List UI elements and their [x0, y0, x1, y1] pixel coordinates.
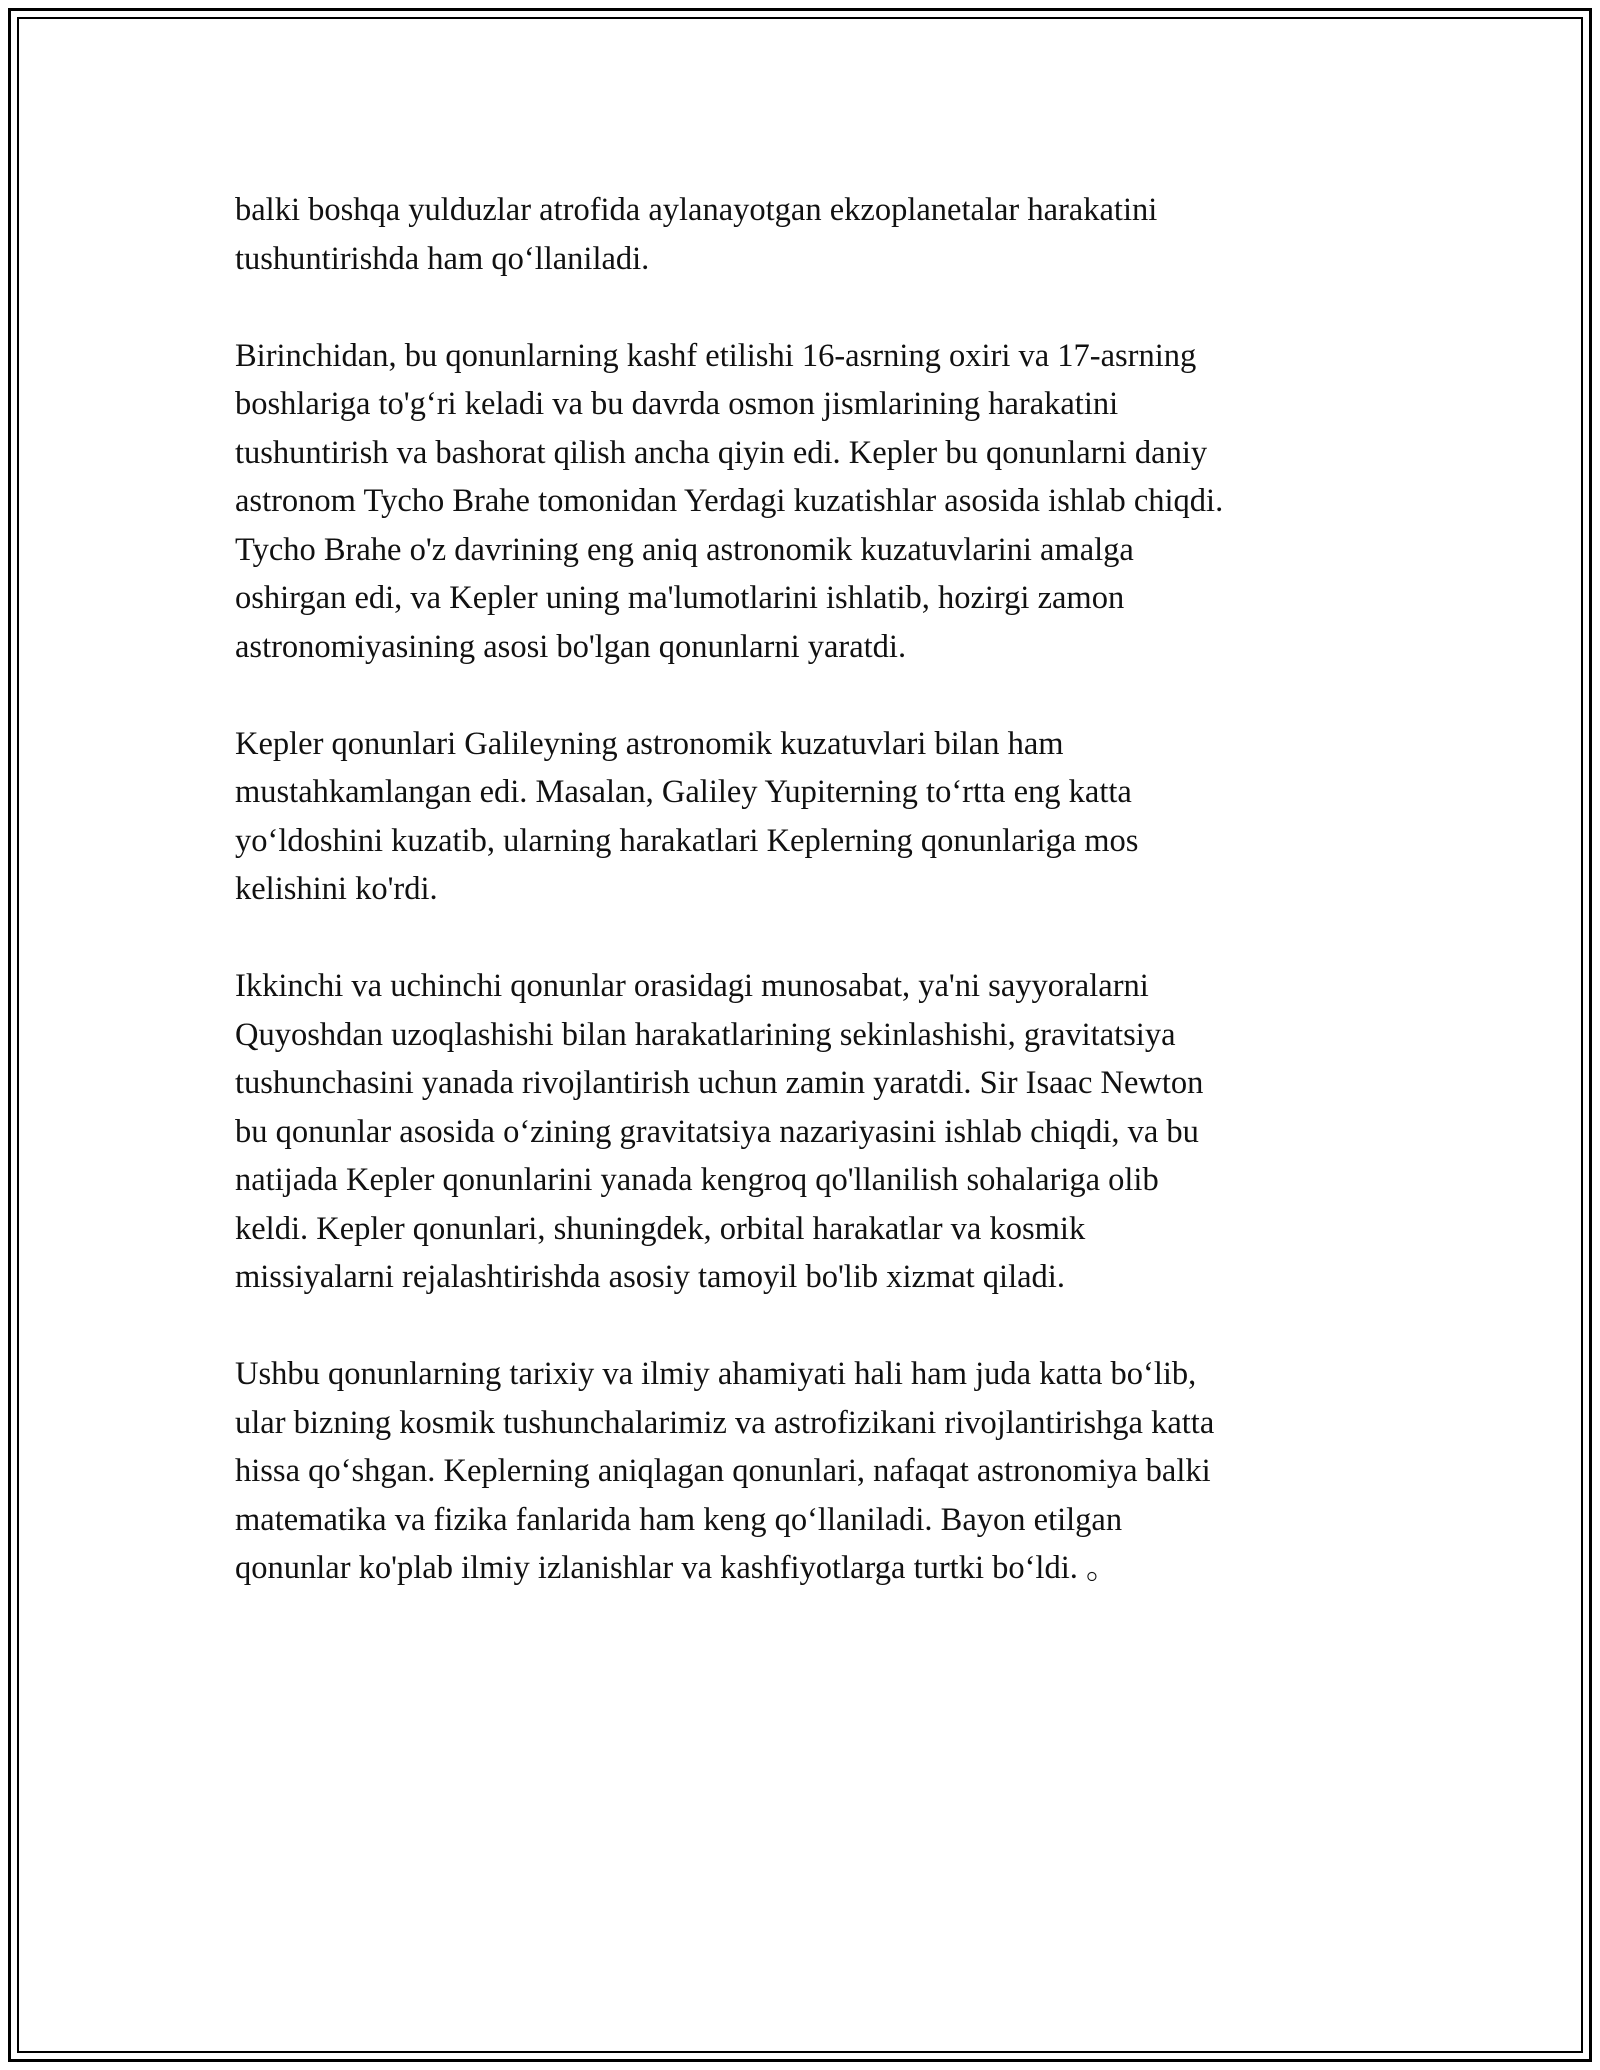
paragraph-4: Ikkinchi va uchinchi qonunlar orasidagi munosabat, ya'ni sayyoralarni Quyoshdan uzoqlashishi bilan harakatlarining sekinlashishi, gravitatsiya tushunchasini yanada rivojlantirish uchun zamin yaratdi. Sir Isaac Newton bu qonunlar asosida o‘zining gravitatsiya nazariyasini ishlab chiqdi, va bu natijada Kepler qonunlarini yanada kengroq qo'llanilish sohalariga olib keldi. Kepler qonunlari, shuningdek, orbital harakatlar va kosmik missiyalarni rejalashtirishda asosiy tamoyil bo'lib xizmat qiladi. [235, 968, 1204, 1295]
paragraph-5: Ushbu qonunlarning tarixiy va ilmiy ahamiyati hali ham juda katta bo‘lib, ular bizning kosmik tushunchalarimiz va astrofizikani rivojlantirishga katta hissa qo‘shgan. Keplerning aniqlagan qonunlari, nafaqat astronomiya balki matematika va fizika fanlarida ham keng qo‘llaniladi. Bayon etilgan qonunlar ko'plab ilmiy izlanishlar va kashfiyotlarga turtki bo‘ldi. ｡ [235, 1356, 1215, 1586]
paragraph-2: Birinchidan, bu qonunlarning kashf etilishi 16-asrning oxiri va 17-asrning boshlariga to'g‘ri keladi va bu davrda osmon jismlarining harakatini tushuntirish va bashorat qilish ancha qiyin edi. Kepler bu qonunlarni daniy astronom Tycho Brahe tomonidan Yerdagi kuzatishlar asosida ishlab chiqdi. Tycho Brahe o'z davrining eng aniq astronomik kuzatuvlarini amalga oshirgan edi, va Kepler uning ma'lumotlarini ishlatib, hozirgi zamon astronomiyasining asosi bo'lgan qonunlarni yaratdi. [235, 337, 1224, 665]
document-body [235, 186, 1375, 1641]
paragraph-3: Kepler qonunlari Galileyning astronomik kuzatuvlari bilan ham mustahkamlangan edi. Masalan, Galiley Yupiterning to‘rtta eng katta yo‘ldoshini kuzatib, ularning harakatlari Keplerning qonunlariga mos kelishini ko'rdi. [235, 725, 1139, 907]
paragraph-1: balki boshqa yulduzlar atrofida aylanayotgan ekzoplanetalar harakatini tushuntirishda ham qo‘llaniladi. [235, 192, 1158, 277]
